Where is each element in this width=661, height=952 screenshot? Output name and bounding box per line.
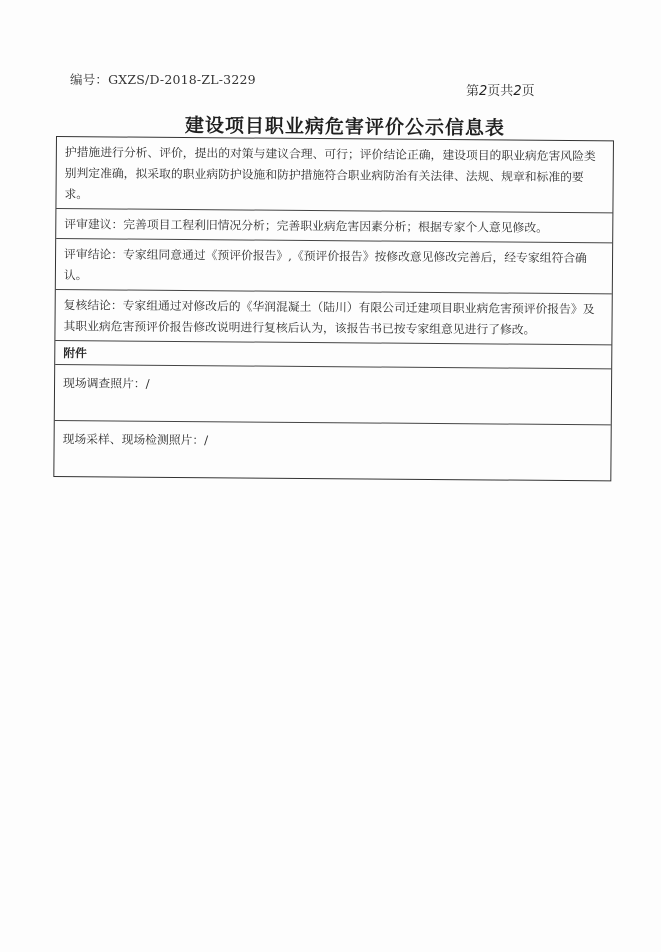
attachment-header: 附件 xyxy=(55,341,611,369)
info-table xyxy=(53,136,614,481)
page-total: 2 xyxy=(513,84,522,99)
review-conclusion-row: 评审结论：专家组同意通过《预评价报告》,《预评价报告》按修改意见修改完善后，经专家组符合确认。 xyxy=(56,239,612,294)
page-suffix: 页 xyxy=(521,84,535,99)
site-survey-photos-row: 现场调查照片：/ xyxy=(55,365,611,425)
review-suggestion-row: 评审建议：完善项目工程利旧情况分析；完善职业病危害因素分析；根据专家个人意见修改。 xyxy=(56,209,612,243)
page-current: 2 xyxy=(479,84,488,99)
sampling-photos-row: 现场采样、现场检测照片：/ xyxy=(62,432,209,448)
page-title: 建设项目职业病危害评价公示信息表 xyxy=(184,114,506,140)
page-number xyxy=(466,80,535,99)
page-prefix: 第 xyxy=(466,84,480,99)
recheck-conclusion-row: 复核结论：专家组通过对修改后的《华润混凝土（陆川）有限公司迁建项目职业病危害预评价报告》及其职业病危害预评价报告修改说明进行复核后认为，该报告书已按专家组意见进行了修改。 xyxy=(55,290,611,345)
page-middle: 页共 xyxy=(487,84,514,99)
conclusion-continuation-row: 护措施进行分析、评价，提出的对策与建议合理、可行；评价结论正确，建设项目的职业病危害风险类别判定准确，拟采取的职业病防护设施和防护措施符合职业病防治有关法律、法规、规章和标准的要求。 xyxy=(56,137,613,213)
document-number: 编号：GXZS/D-2018-ZL-3229 xyxy=(70,72,256,87)
